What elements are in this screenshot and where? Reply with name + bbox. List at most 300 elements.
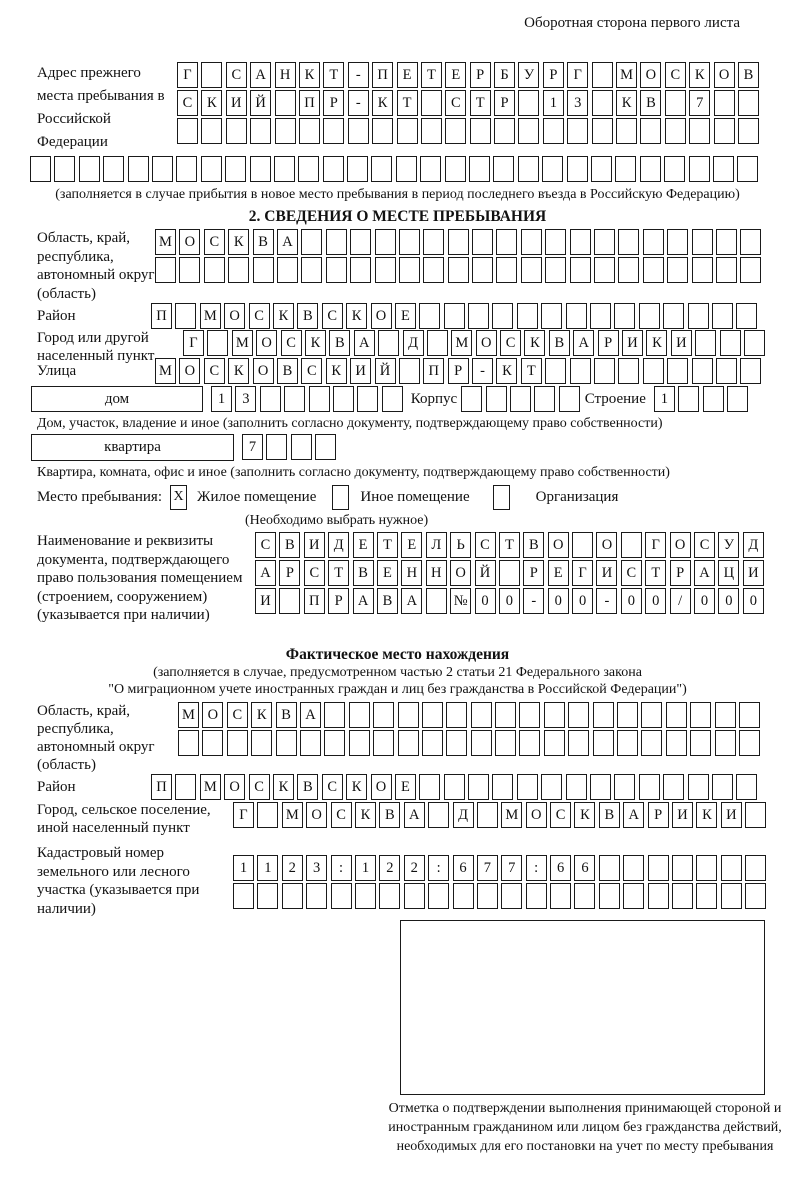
char-box: В [379, 802, 400, 828]
char-box [399, 229, 420, 255]
char-box [712, 303, 733, 329]
char-box: М [155, 229, 176, 255]
char-box: Р [648, 802, 669, 828]
region-field [30, 229, 765, 303]
char-box [715, 730, 736, 756]
char-box: Н [401, 560, 422, 586]
char-box: М [200, 774, 221, 800]
char-box: О [306, 802, 327, 828]
char-box: Р [279, 560, 300, 586]
char-box: В [253, 229, 274, 255]
char-box [568, 730, 589, 756]
char-box: О [450, 560, 471, 586]
char-box [518, 156, 539, 182]
char-box: В [640, 90, 661, 116]
char-box [323, 118, 344, 144]
char-box [541, 774, 562, 800]
char-box [623, 883, 644, 909]
char-box [495, 702, 516, 728]
char-box [550, 883, 571, 909]
char-box [716, 257, 737, 283]
char-box [618, 358, 639, 384]
prev-address-extra-row [30, 156, 765, 182]
char-box: - [596, 588, 617, 614]
char-box [643, 257, 664, 283]
char-box [468, 774, 489, 800]
actual-district-field [30, 774, 765, 800]
char-box [640, 118, 661, 144]
char-box [714, 90, 735, 116]
option-residential-label: Жилое помещение [197, 489, 317, 505]
char-box [648, 855, 669, 881]
char-box [618, 257, 639, 283]
actual-city-field [30, 802, 765, 842]
char-box [615, 156, 636, 182]
char-box [641, 702, 662, 728]
char-box [666, 702, 687, 728]
char-box [678, 386, 699, 412]
char-box: Й [475, 560, 496, 586]
char-box [275, 118, 296, 144]
stay-type-note: (Необходимо выбрать нужное) [245, 513, 429, 528]
char-box: 1 [211, 386, 232, 412]
char-box [276, 730, 297, 756]
char-box [477, 802, 498, 828]
char-box: Е [395, 303, 416, 329]
district-label: Район [37, 308, 76, 324]
char-box [260, 386, 281, 412]
char-box [177, 118, 198, 144]
char-box [599, 883, 620, 909]
korpus-label: Корпус [410, 391, 458, 407]
stamp-note: Отметка о подтверждении выполнения принимающей стороной и иностранным гражданином или лицом без гражданства действий, необходимых для его постановки на учет по месту пребывания [388, 1101, 782, 1154]
char-box [201, 156, 222, 182]
char-box [348, 118, 369, 144]
char-box [201, 118, 222, 144]
actual-location-note-1: (заполняется в случае, предусмотренном частью 2 статьи 21 Федерального закона [153, 665, 642, 680]
char-box [349, 730, 370, 756]
char-box: 3 [306, 855, 327, 881]
char-box: Е [548, 560, 569, 586]
korpus-cells [461, 386, 580, 412]
char-box: И [596, 560, 617, 586]
char-box: 2 [404, 855, 425, 881]
char-box: Р [494, 90, 515, 116]
char-box [566, 303, 587, 329]
char-box: Б [494, 62, 515, 88]
stamp-box [400, 920, 765, 1095]
char-box: С [621, 560, 642, 586]
char-box: В [599, 802, 620, 828]
char-box [379, 883, 400, 909]
char-box [301, 229, 322, 255]
char-box: Т [328, 560, 349, 586]
char-box: Р [598, 330, 619, 356]
char-box: В [297, 303, 318, 329]
char-box: О [714, 62, 735, 88]
char-box [688, 303, 709, 329]
char-box [692, 358, 713, 384]
char-box: И [671, 330, 692, 356]
char-box: Р [543, 62, 564, 88]
char-box [517, 303, 538, 329]
char-box [721, 855, 742, 881]
char-box [309, 386, 330, 412]
char-box: Р [448, 358, 469, 384]
char-box: Т [645, 560, 666, 586]
region-row-1 [155, 229, 761, 255]
char-box [521, 229, 542, 255]
char-box [727, 386, 748, 412]
char-box: 0 [548, 588, 569, 614]
char-box: Р [323, 90, 344, 116]
char-box: 7 [477, 855, 498, 881]
char-box: И [226, 90, 247, 116]
cadastral-label: Кадастровый номер земельного или лесного участка (указывается при наличии) [37, 845, 200, 917]
char-box [461, 386, 482, 412]
stay-type-label: Место пребывания: [37, 489, 162, 505]
char-box [570, 358, 591, 384]
char-box: Д [453, 802, 474, 828]
house-type-box: дом [31, 386, 203, 412]
char-box [496, 229, 517, 255]
char-box: К [273, 303, 294, 329]
char-box [421, 118, 442, 144]
char-box [499, 560, 520, 586]
stroenie-label: Строение [584, 391, 646, 407]
char-box: Д [743, 532, 764, 558]
char-box [667, 229, 688, 255]
char-box: М [178, 702, 199, 728]
char-box: И [743, 560, 764, 586]
char-box: Л [426, 532, 447, 558]
char-box: Д [328, 532, 349, 558]
char-box: 0 [572, 588, 593, 614]
char-box: Е [397, 62, 418, 88]
char-box: 6 [453, 855, 474, 881]
char-box [672, 855, 693, 881]
char-box [470, 118, 491, 144]
char-box [421, 90, 442, 116]
char-box: К [228, 229, 249, 255]
char-box: Е [395, 774, 416, 800]
char-box: К [616, 90, 637, 116]
char-box: А [623, 802, 644, 828]
char-box: П [299, 90, 320, 116]
char-box: 1 [654, 386, 675, 412]
char-box: О [256, 330, 277, 356]
char-box: О [596, 532, 617, 558]
char-box: Г [177, 62, 198, 88]
char-box [152, 156, 173, 182]
char-box [179, 257, 200, 283]
char-box: 3 [235, 386, 256, 412]
char-box [592, 118, 613, 144]
char-box [518, 118, 539, 144]
char-box: 1 [355, 855, 376, 881]
char-box [378, 330, 399, 356]
char-box: О [526, 802, 547, 828]
char-box: К [299, 62, 320, 88]
char-box: Й [250, 90, 271, 116]
char-box [703, 386, 724, 412]
char-box: Т [377, 532, 398, 558]
char-box: К [355, 802, 376, 828]
char-box [570, 257, 591, 283]
char-box: 3 [567, 90, 588, 116]
char-box [494, 118, 515, 144]
char-box: А [255, 560, 276, 586]
char-box: С [304, 560, 325, 586]
char-box: С [550, 802, 571, 828]
char-box [477, 883, 498, 909]
char-box [592, 62, 613, 88]
char-box: А [353, 588, 374, 614]
char-box: 7 [242, 434, 263, 460]
stroenie-cells [654, 386, 748, 412]
char-box [350, 257, 371, 283]
char-box [257, 802, 278, 828]
char-box: С [500, 330, 521, 356]
char-box [175, 774, 196, 800]
char-box: П [304, 588, 325, 614]
char-box [419, 303, 440, 329]
char-box [355, 883, 376, 909]
char-box [178, 730, 199, 756]
char-box [324, 730, 345, 756]
char-box: С [249, 303, 270, 329]
char-box [444, 303, 465, 329]
char-box: А [694, 560, 715, 586]
char-box: О [371, 774, 392, 800]
char-box: И [672, 802, 693, 828]
char-box: Т [470, 90, 491, 116]
char-box [472, 229, 493, 255]
char-box: Е [445, 62, 466, 88]
char-box: С [204, 229, 225, 255]
char-box [690, 730, 711, 756]
char-box [623, 855, 644, 881]
char-box: А [277, 229, 298, 255]
char-box [155, 257, 176, 283]
char-box [667, 257, 688, 283]
char-box: Т [521, 358, 542, 384]
char-box: - [523, 588, 544, 614]
char-box [510, 386, 531, 412]
char-box [398, 702, 419, 728]
char-box [324, 702, 345, 728]
char-box: 0 [743, 588, 764, 614]
char-box: А [300, 702, 321, 728]
char-box [446, 702, 467, 728]
char-box [738, 90, 759, 116]
char-box [714, 118, 735, 144]
char-box: В [738, 62, 759, 88]
city-field [30, 330, 765, 364]
char-box: М [501, 802, 522, 828]
char-box [233, 883, 254, 909]
char-box [444, 774, 465, 800]
char-box [614, 303, 635, 329]
char-box: Т [421, 62, 442, 88]
char-box: 6 [574, 855, 595, 881]
street-label: Улица [37, 363, 77, 379]
char-box [720, 330, 741, 356]
char-box [226, 118, 247, 144]
char-box: П [372, 62, 393, 88]
char-box: : [526, 855, 547, 881]
char-box [375, 257, 396, 283]
char-box: 1 [543, 90, 564, 116]
actual-location-note-2: "О миграционном учете иностранных граждан и лиц без гражданства в Российской Федерации") [108, 682, 687, 697]
char-box [544, 702, 565, 728]
char-box: 7 [501, 855, 522, 881]
char-box [566, 774, 587, 800]
char-box [738, 118, 759, 144]
char-box [639, 303, 660, 329]
region-label: Область, край, республика, автономный округ (область) [37, 230, 155, 302]
char-box: М [155, 358, 176, 384]
char-box [541, 303, 562, 329]
char-box [420, 156, 441, 182]
char-box [207, 330, 228, 356]
char-box: С [255, 532, 276, 558]
char-box: О [548, 532, 569, 558]
char-box [201, 62, 222, 88]
char-box: А [573, 330, 594, 356]
house-number-cells [211, 386, 403, 412]
actual-city-label: Город, сельское поселение, иной населенный пункт [37, 802, 211, 836]
char-box: 0 [475, 588, 496, 614]
char-box: Ц [718, 560, 739, 586]
char-box [591, 156, 612, 182]
char-box: А [354, 330, 375, 356]
char-box [739, 730, 760, 756]
char-box [373, 702, 394, 728]
char-box: 0 [499, 588, 520, 614]
char-box [545, 358, 566, 384]
char-box [175, 303, 196, 329]
char-box: - [348, 90, 369, 116]
char-box [128, 156, 149, 182]
char-box [736, 303, 757, 329]
char-box [501, 883, 522, 909]
char-box [469, 156, 490, 182]
char-box: М [232, 330, 253, 356]
char-box [282, 883, 303, 909]
char-box [427, 330, 448, 356]
char-box [426, 588, 447, 614]
char-box: Н [426, 560, 447, 586]
char-box: И [350, 358, 371, 384]
prev-address-label: Адрес прежнего места пребывания в Российской Федерации [37, 65, 165, 150]
region-row-2 [155, 257, 761, 283]
char-box [666, 730, 687, 756]
char-box: К [326, 358, 347, 384]
char-box: В [377, 588, 398, 614]
char-box [665, 90, 686, 116]
char-box [375, 229, 396, 255]
char-box: С [475, 532, 496, 558]
char-box [567, 156, 588, 182]
char-box: Е [401, 532, 422, 558]
char-box: С [226, 62, 247, 88]
char-box: Д [403, 330, 424, 356]
char-box: А [250, 62, 271, 88]
char-box: А [404, 802, 425, 828]
actual-district-label: Район [37, 779, 76, 795]
char-box [567, 118, 588, 144]
char-box [397, 118, 418, 144]
char-box: П [151, 774, 172, 800]
char-box: С [227, 702, 248, 728]
char-box [663, 774, 684, 800]
char-box [486, 386, 507, 412]
char-box: Т [397, 90, 418, 116]
char-box [692, 257, 713, 283]
char-box: Ь [450, 532, 471, 558]
char-box: Н [275, 62, 296, 88]
char-box [228, 257, 249, 283]
house-note: Дом, участок, владение и иное (заполнить согласно документу, подтверждающему право собственности) [37, 416, 663, 431]
char-box: : [428, 855, 449, 881]
char-box: / [670, 588, 691, 614]
char-box [347, 156, 368, 182]
char-box: К [689, 62, 710, 88]
char-box: С [322, 774, 343, 800]
char-box [326, 257, 347, 283]
char-box: С [301, 358, 322, 384]
char-box [382, 386, 403, 412]
char-box: Т [499, 532, 520, 558]
char-box [716, 229, 737, 255]
char-box [545, 229, 566, 255]
section2-title: 2. СВЕДЕНИЯ О МЕСТЕ ПРЕБЫВАНИЯ [248, 208, 547, 225]
char-box: К [273, 774, 294, 800]
char-box: 0 [621, 588, 642, 614]
char-box [696, 883, 717, 909]
char-box [492, 774, 513, 800]
actual-region-label: Область, край, республика, автономный округ (область) [37, 703, 155, 773]
char-box [559, 386, 580, 412]
char-box: О [179, 358, 200, 384]
actual-location-title: Фактическое место нахождения [285, 646, 510, 663]
char-box [517, 774, 538, 800]
stay-type-row [30, 484, 765, 510]
char-box [472, 257, 493, 283]
char-box [716, 358, 737, 384]
char-box: М [451, 330, 472, 356]
char-box: М [616, 62, 637, 88]
actual-city-row [233, 802, 766, 828]
page-header-note: Оборотная сторона первого листа [524, 15, 740, 31]
char-box: П [151, 303, 172, 329]
char-box [251, 730, 272, 756]
document-row-1 [255, 532, 764, 558]
char-box [422, 702, 443, 728]
char-box [688, 774, 709, 800]
char-box [643, 229, 664, 255]
char-box: - [348, 62, 369, 88]
char-box [599, 855, 620, 881]
char-box [284, 386, 305, 412]
char-box [428, 802, 449, 828]
char-box: М [200, 303, 221, 329]
char-box [399, 358, 420, 384]
actual-region-row-1 [178, 702, 760, 728]
char-box [202, 730, 223, 756]
char-box [521, 257, 542, 283]
